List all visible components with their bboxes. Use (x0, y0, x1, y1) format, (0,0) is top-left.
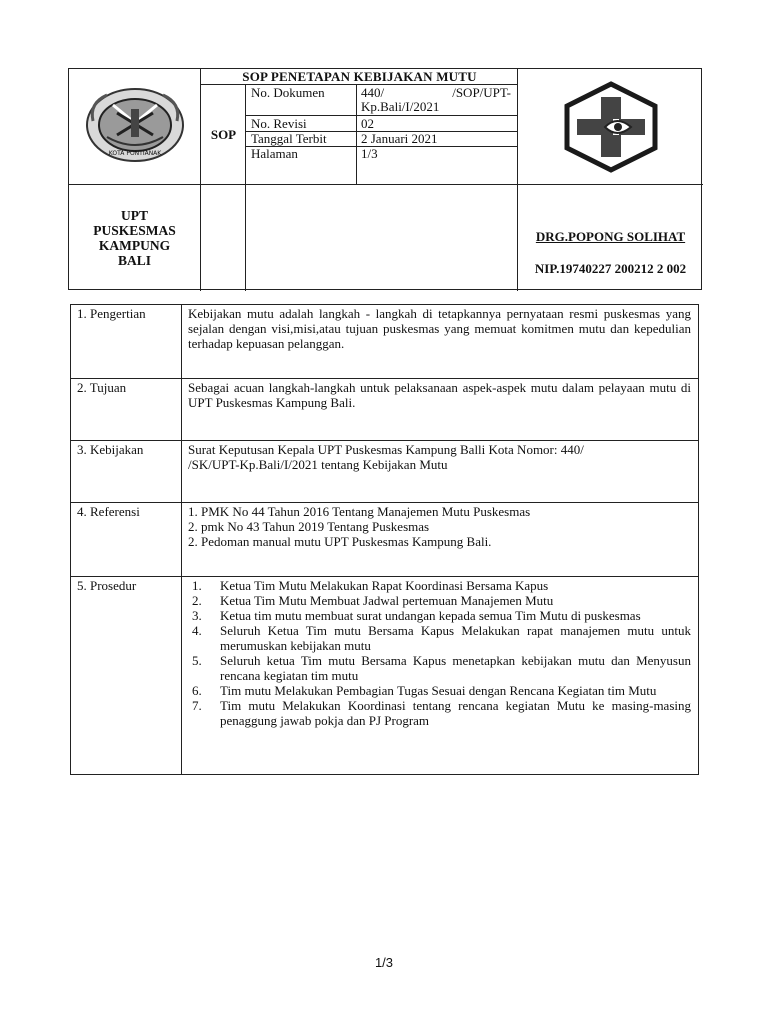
unit-line: PUSKESMAS (93, 222, 176, 238)
page-value: 1/3 (361, 146, 378, 161)
section-label: 3. Kebijakan (71, 441, 182, 503)
sop-title: SOP PENETAPAN KEBIJAKAN MUTU (242, 69, 477, 84)
table-row (71, 441, 699, 503)
item-text: Ketua Tim Mutu Membuat Jadwal pertemuan Manajemen Mutu (220, 593, 554, 608)
list-item (188, 623, 691, 653)
reference-item: 1. PMK No 44 Tahun 2016 Tentang Manajemen Mutu Puskesmas (188, 504, 531, 519)
item-text: Ketua tim mutu membuat surat undangan kepada semua Tim Mutu di puskesmas (220, 608, 641, 623)
unit-line: UPT (121, 207, 148, 223)
item-text: Ketua Tim Mutu Melakukan Rapat Koordinasi Bersama Kapus (220, 578, 549, 593)
reference-item: 2. Pedoman manual mutu UPT Puskesmas Kampung Bali. (188, 534, 492, 549)
section-label: 4. Referensi (71, 503, 182, 577)
reference-item: 2. pmk No 43 Tahun 2019 Tentang Puskesmas (188, 519, 430, 534)
section-text: Kebijakan mutu adalah langkah - langkah di tetapkannya pernyataan resmi puskesmas yang sejalan dengan visi,misi,atau tujuan puskesmas yang memuat komitmen mutu dan kepedulian terhadap kepuasan pelanggan. (182, 305, 699, 379)
section-label: 5. Prosedur (71, 577, 182, 775)
item-number: 5. (192, 653, 202, 668)
sop-header (68, 68, 702, 290)
revision-label: No. Revisi (251, 116, 307, 131)
list-item (188, 593, 691, 608)
item-text: Tim mutu Melakukan Koordinasi tentang rencana kegiatan Mutu ke masing-masing penaggung jawab pokja dan PJ Program (220, 698, 691, 728)
section-label: 1. Pengertian (71, 305, 182, 379)
doc-number-part: /SOP/UPT- (452, 85, 511, 100)
unit-line: KAMPUNG (98, 237, 171, 253)
page-label: Halaman (251, 146, 298, 161)
doc-number-part: 440/ (361, 85, 385, 100)
issue-date-value: 2 Januari 2021 (361, 131, 438, 146)
page-number: 1/3 (374, 955, 394, 970)
divider (356, 84, 357, 184)
table-row (71, 503, 699, 577)
procedure-cell (182, 577, 699, 775)
list-item (188, 608, 691, 623)
puskesmas-logo (518, 69, 703, 184)
health-cross-icon (561, 81, 661, 173)
table-row (71, 305, 699, 379)
list-item (188, 683, 691, 698)
item-text: Seluruh Ketua Tim mutu Bersama Kapus Melakukan rapat manajemen mutu untuk merumuskan kebijakan mutu (220, 623, 691, 653)
item-number: 2. (192, 593, 202, 608)
item-number: 4. (192, 623, 202, 638)
doc-number-line1 (361, 86, 511, 100)
table-row (71, 577, 699, 775)
issue-date-label: Tanggal Terbit (251, 131, 327, 146)
doc-number-label: No. Dokumen (251, 85, 325, 100)
sop-content-table (70, 304, 699, 775)
city-seal-logo (69, 69, 200, 184)
section-text: Sebagai acuan langkah-langkah untuk pelaksanaan aspek-aspek mutu dalam pelayaan mutu di UPT Puskesmas Kampung Bali. (182, 379, 699, 441)
signatory-name: DRG.POPONG SOLIHAT (535, 229, 686, 244)
unit-line: BALI (117, 252, 151, 268)
section-label: 2. Tujuan (71, 379, 182, 441)
text-line: Surat Keputusan Kepala UPT Puskesmas Kampung Balli Kota Nomor: 440/ (188, 442, 584, 457)
item-number: 1. (192, 578, 202, 593)
signatory-nip: NIP.19740227 200212 2 002 (534, 261, 687, 276)
item-text: Tim mutu Melakukan Pembagian Tugas Sesuai dengan Rencana Kegiatan tim Mutu (220, 683, 657, 698)
item-number: 6. (192, 683, 202, 698)
item-number: 3. (192, 608, 202, 623)
procedure-list (188, 578, 691, 728)
section-text (182, 503, 699, 577)
signature-block (518, 185, 703, 291)
svg-text:KOTA PONTIANAK: KOTA PONTIANAK (108, 149, 161, 157)
text-line: /SK/UPT-Kp.Bali/I/2021 tentang Kebijakan Mutu (188, 457, 448, 472)
list-item (188, 578, 691, 593)
seal-icon (83, 83, 187, 171)
item-text: Seluruh ketua Tim mutu Bersama Kapus menetapkan kebijakan mutu dan Menyusun rencana kegiatan tim mutu (220, 653, 691, 683)
doc-number-value (361, 86, 511, 114)
table-row (71, 379, 699, 441)
revision-value: 02 (361, 116, 374, 131)
list-item (188, 698, 691, 728)
section-text (182, 441, 699, 503)
list-item (188, 653, 691, 683)
sop-label: SOP (210, 126, 237, 142)
item-number: 7. (192, 698, 202, 713)
doc-number-line2: Kp.Bali/I/2021 (361, 99, 440, 114)
unit-name (69, 185, 200, 290)
